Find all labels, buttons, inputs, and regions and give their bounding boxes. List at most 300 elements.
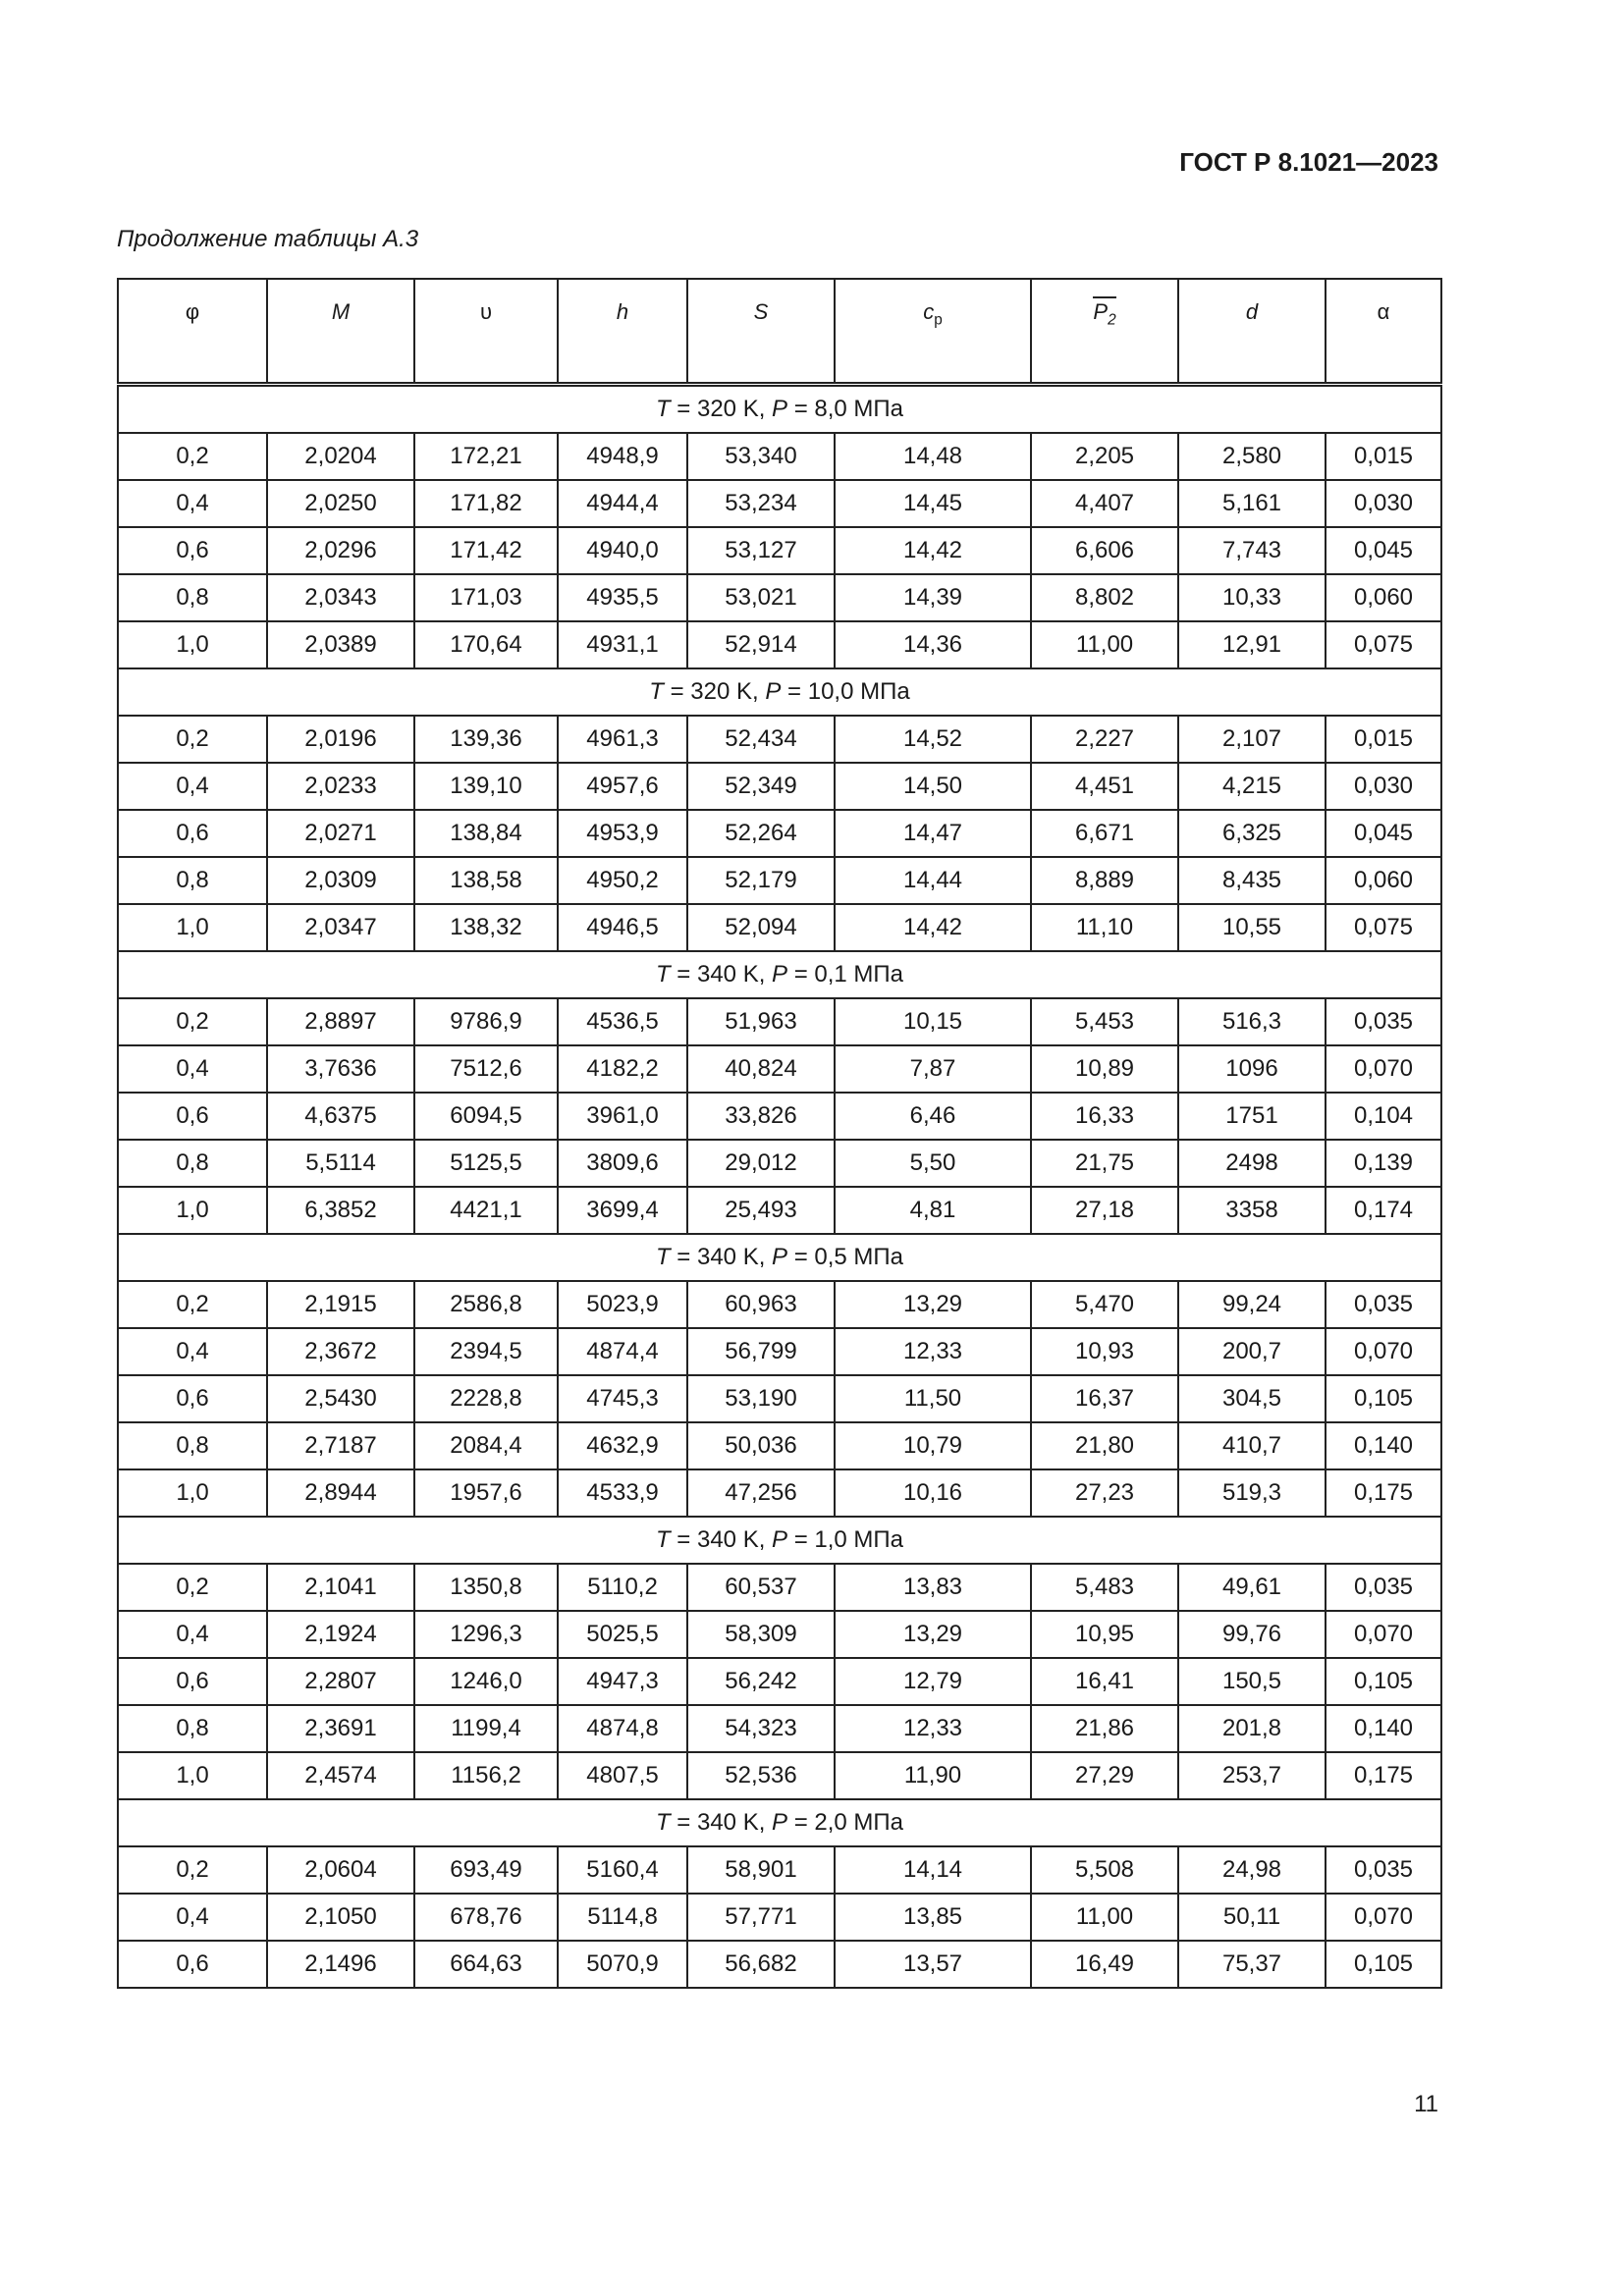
table-cell: 2,3672 bbox=[267, 1328, 414, 1375]
table-cell: 2228,8 bbox=[414, 1375, 558, 1422]
table-cell: 12,79 bbox=[835, 1658, 1031, 1705]
table-cell: 6,671 bbox=[1031, 810, 1178, 857]
table-cell: 10,79 bbox=[835, 1422, 1031, 1469]
table-cell: 10,93 bbox=[1031, 1328, 1178, 1375]
table-row bbox=[118, 716, 1441, 763]
table-cell: 2586,8 bbox=[414, 1281, 558, 1328]
table-cell: 53,190 bbox=[687, 1375, 835, 1422]
table-cell: 4536,5 bbox=[558, 998, 687, 1045]
table-row bbox=[118, 1658, 1441, 1705]
table-cell: 2,4574 bbox=[267, 1752, 414, 1799]
table-cell: 0,174 bbox=[1326, 1187, 1441, 1234]
table-cell: 5114,8 bbox=[558, 1894, 687, 1941]
table-cell: 0,4 bbox=[118, 1045, 267, 1093]
table-cell: 304,5 bbox=[1178, 1375, 1326, 1422]
table-cell: 11,90 bbox=[835, 1752, 1031, 1799]
table-row bbox=[118, 857, 1441, 904]
table-cell: 14,42 bbox=[835, 904, 1031, 951]
table-cell: 21,80 bbox=[1031, 1422, 1178, 1469]
table-cell: 4,81 bbox=[835, 1187, 1031, 1234]
col-d: d bbox=[1178, 279, 1326, 385]
table-cell: 14,52 bbox=[835, 716, 1031, 763]
table-cell: 99,24 bbox=[1178, 1281, 1326, 1328]
table-cell: 9786,9 bbox=[414, 998, 558, 1045]
table-cell: 4944,4 bbox=[558, 480, 687, 527]
table-cell: 53,234 bbox=[687, 480, 835, 527]
table-cell: 4,215 bbox=[1178, 763, 1326, 810]
table-cell: 5,161 bbox=[1178, 480, 1326, 527]
table-cell: 0,175 bbox=[1326, 1469, 1441, 1517]
table-cell: 0,2 bbox=[118, 998, 267, 1045]
table-cell: 13,29 bbox=[835, 1281, 1031, 1328]
table-cell: 0,2 bbox=[118, 1281, 267, 1328]
table-cell: 2,0233 bbox=[267, 763, 414, 810]
table-cell: 0,4 bbox=[118, 480, 267, 527]
table-cell: 53,340 bbox=[687, 433, 835, 480]
table-cell: 54,323 bbox=[687, 1705, 835, 1752]
table-cell: 4940,0 bbox=[558, 527, 687, 574]
table-cell: 0,075 bbox=[1326, 904, 1441, 951]
table-cell: 2,0296 bbox=[267, 527, 414, 574]
table-cell: 4182,2 bbox=[558, 1045, 687, 1093]
group-condition: T = 340 K, P = 0,5 МПа bbox=[118, 1234, 1441, 1281]
table-cell: 10,15 bbox=[835, 998, 1031, 1045]
table-cell: 1957,6 bbox=[414, 1469, 558, 1517]
table-cell: 2,2807 bbox=[267, 1658, 414, 1705]
table-cell: 2,1050 bbox=[267, 1894, 414, 1941]
table-cell: 13,29 bbox=[835, 1611, 1031, 1658]
group-condition: T = 340 K, P = 2,0 МПа bbox=[118, 1799, 1441, 1846]
table-cell: 25,493 bbox=[687, 1187, 835, 1234]
table-row bbox=[118, 1187, 1441, 1234]
table-cell: 2,1924 bbox=[267, 1611, 414, 1658]
table-cell: 58,309 bbox=[687, 1611, 835, 1658]
table-cell: 0,105 bbox=[1326, 1941, 1441, 1988]
table-cell: 1,0 bbox=[118, 1752, 267, 1799]
col-cp: $c_p$ bbox=[835, 279, 1031, 385]
table-cell: 0,8 bbox=[118, 574, 267, 621]
table-cell: 2,0271 bbox=[267, 810, 414, 857]
col-alpha: α bbox=[1326, 279, 1441, 385]
header-row bbox=[118, 279, 1441, 385]
table-cell: 0,2 bbox=[118, 1564, 267, 1611]
table-cell: 2084,4 bbox=[414, 1422, 558, 1469]
table-cell: 1,0 bbox=[118, 621, 267, 668]
table-cell: 52,094 bbox=[687, 904, 835, 951]
table-cell: 29,012 bbox=[687, 1140, 835, 1187]
table-cell: 5,508 bbox=[1031, 1846, 1178, 1894]
table-cell: 138,32 bbox=[414, 904, 558, 951]
table-cell: 0,030 bbox=[1326, 763, 1441, 810]
group-condition: T = 320 K, P = 8,0 МПа bbox=[118, 385, 1441, 434]
table-row bbox=[118, 1140, 1441, 1187]
table-row bbox=[118, 527, 1441, 574]
table-cell: 53,127 bbox=[687, 527, 835, 574]
table-cell: 693,49 bbox=[414, 1846, 558, 1894]
table-cell: 6,3852 bbox=[267, 1187, 414, 1234]
table-cell: 4745,3 bbox=[558, 1375, 687, 1422]
table-cell: 171,42 bbox=[414, 527, 558, 574]
table-cell: 4957,6 bbox=[558, 763, 687, 810]
table-cell: 75,37 bbox=[1178, 1941, 1326, 1988]
table-cell: 40,824 bbox=[687, 1045, 835, 1093]
table-cell: 52,264 bbox=[687, 810, 835, 857]
table-cell: 0,4 bbox=[118, 1328, 267, 1375]
table-row bbox=[118, 1281, 1441, 1328]
table-cell: 200,7 bbox=[1178, 1328, 1326, 1375]
table-cell: 8,889 bbox=[1031, 857, 1178, 904]
table-cell: 4,407 bbox=[1031, 480, 1178, 527]
table-cell: 11,50 bbox=[835, 1375, 1031, 1422]
table-cell: 8,435 bbox=[1178, 857, 1326, 904]
table-cell: 49,61 bbox=[1178, 1564, 1326, 1611]
table-cell: 6,606 bbox=[1031, 527, 1178, 574]
table-cell: 1751 bbox=[1178, 1093, 1326, 1140]
table-cell: 4961,3 bbox=[558, 716, 687, 763]
table-cell: 0,104 bbox=[1326, 1093, 1441, 1140]
table-cell: 1,0 bbox=[118, 1187, 267, 1234]
table-row bbox=[118, 1328, 1441, 1375]
table-row bbox=[118, 1705, 1441, 1752]
table-cell: 0,060 bbox=[1326, 574, 1441, 621]
table-cell: 0,045 bbox=[1326, 527, 1441, 574]
table-cell: 2,8897 bbox=[267, 998, 414, 1045]
table-cell: 21,75 bbox=[1031, 1140, 1178, 1187]
table-row bbox=[118, 574, 1441, 621]
table-cell: 4874,4 bbox=[558, 1328, 687, 1375]
group-header-row bbox=[118, 1799, 1441, 1846]
table-cell: 0,6 bbox=[118, 1093, 267, 1140]
table-cell: 2,1041 bbox=[267, 1564, 414, 1611]
group-condition: T = 340 K, P = 1,0 МПа bbox=[118, 1517, 1441, 1564]
table-cell: 678,76 bbox=[414, 1894, 558, 1941]
table-row bbox=[118, 621, 1441, 668]
table-cell: 139,10 bbox=[414, 763, 558, 810]
table-cell: 14,50 bbox=[835, 763, 1031, 810]
table-row bbox=[118, 1422, 1441, 1469]
table-cell: 0,070 bbox=[1326, 1328, 1441, 1375]
table-row bbox=[118, 1752, 1441, 1799]
group-header-row bbox=[118, 951, 1441, 998]
table-cell: 4948,9 bbox=[558, 433, 687, 480]
table-cell: 27,29 bbox=[1031, 1752, 1178, 1799]
table-cell: 7,743 bbox=[1178, 527, 1326, 574]
table-cell: 14,36 bbox=[835, 621, 1031, 668]
p2-symbol: $P_2$ bbox=[1093, 296, 1115, 324]
table-cell: 52,914 bbox=[687, 621, 835, 668]
table-cell: 4953,9 bbox=[558, 810, 687, 857]
table-cell: 50,11 bbox=[1178, 1894, 1326, 1941]
table-cell: 14,48 bbox=[835, 433, 1031, 480]
table-cell: 4,451 bbox=[1031, 763, 1178, 810]
table-cell: 0,2 bbox=[118, 716, 267, 763]
table-cell: 5,50 bbox=[835, 1140, 1031, 1187]
table-cell: 16,37 bbox=[1031, 1375, 1178, 1422]
table-row bbox=[118, 904, 1441, 951]
standard-header: ГОСТ Р 8.1021—2023 bbox=[1179, 147, 1438, 177]
table-cell: 56,682 bbox=[687, 1941, 835, 1988]
table-cell: 2,0204 bbox=[267, 433, 414, 480]
table-cell: 0,139 bbox=[1326, 1140, 1441, 1187]
table-cell: 27,18 bbox=[1031, 1187, 1178, 1234]
table-cell: 201,8 bbox=[1178, 1705, 1326, 1752]
group-condition: T = 320 K, P = 10,0 МПа bbox=[118, 668, 1441, 716]
table-cell: 4935,5 bbox=[558, 574, 687, 621]
table-cell: 0,075 bbox=[1326, 621, 1441, 668]
table-cell: 0,035 bbox=[1326, 1281, 1441, 1328]
table-cell: 2,0604 bbox=[267, 1846, 414, 1894]
table-cell: 0,6 bbox=[118, 1658, 267, 1705]
table-cell: 2,1496 bbox=[267, 1941, 414, 1988]
table-cell: 2,0343 bbox=[267, 574, 414, 621]
table-cell: 138,84 bbox=[414, 810, 558, 857]
table-cell: 50,036 bbox=[687, 1422, 835, 1469]
table-cell: 4807,5 bbox=[558, 1752, 687, 1799]
table-cell: 13,83 bbox=[835, 1564, 1031, 1611]
table-cell: 14,14 bbox=[835, 1846, 1031, 1894]
table-cell: 0,6 bbox=[118, 1375, 267, 1422]
table-cell: 13,85 bbox=[835, 1894, 1031, 1941]
table-cell: 57,771 bbox=[687, 1894, 835, 1941]
table-row bbox=[118, 763, 1441, 810]
table-cell: 60,537 bbox=[687, 1564, 835, 1611]
table-body bbox=[118, 385, 1441, 1989]
table-cell: 14,47 bbox=[835, 810, 1031, 857]
table-cell: 99,76 bbox=[1178, 1611, 1326, 1658]
table-cell: 2,1915 bbox=[267, 1281, 414, 1328]
table-cell: 12,91 bbox=[1178, 621, 1326, 668]
table-row bbox=[118, 433, 1441, 480]
table-cell: 47,256 bbox=[687, 1469, 835, 1517]
table-cell: 52,434 bbox=[687, 716, 835, 763]
table-cell: 4421,1 bbox=[414, 1187, 558, 1234]
table-row bbox=[118, 1846, 1441, 1894]
table-cell: 0,105 bbox=[1326, 1375, 1441, 1422]
group-condition: T = 340 K, P = 0,1 МПа bbox=[118, 951, 1441, 998]
table-cell: 8,802 bbox=[1031, 574, 1178, 621]
table-cell: 0,070 bbox=[1326, 1611, 1441, 1658]
table-cell: 0,030 bbox=[1326, 480, 1441, 527]
table-cell: 3358 bbox=[1178, 1187, 1326, 1234]
table-cell: 14,44 bbox=[835, 857, 1031, 904]
table-cell: 0,2 bbox=[118, 1846, 267, 1894]
table-cell: 0,035 bbox=[1326, 1846, 1441, 1894]
table-cell: 2,5430 bbox=[267, 1375, 414, 1422]
table-cell: 5,5114 bbox=[267, 1140, 414, 1187]
table-cell: 0,6 bbox=[118, 1941, 267, 1988]
table-cell: 0,4 bbox=[118, 763, 267, 810]
table-cell: 2,0309 bbox=[267, 857, 414, 904]
table-cell: 3961,0 bbox=[558, 1093, 687, 1140]
table-cell: 0,4 bbox=[118, 1611, 267, 1658]
table-cell: 172,21 bbox=[414, 433, 558, 480]
table-cell: 21,86 bbox=[1031, 1705, 1178, 1752]
col-S: S bbox=[687, 279, 835, 385]
table-cell: 5110,2 bbox=[558, 1564, 687, 1611]
group-header-row bbox=[118, 668, 1441, 716]
table-cell: 5,453 bbox=[1031, 998, 1178, 1045]
table-cell: 664,63 bbox=[414, 1941, 558, 1988]
table-cell: 170,64 bbox=[414, 621, 558, 668]
table-cell: 16,41 bbox=[1031, 1658, 1178, 1705]
table-cell: 4931,1 bbox=[558, 621, 687, 668]
table-row bbox=[118, 1045, 1441, 1093]
table-cell: 2,580 bbox=[1178, 433, 1326, 480]
table-cell: 0,015 bbox=[1326, 716, 1441, 763]
table-cell: 0,015 bbox=[1326, 433, 1441, 480]
table-cell: 2394,5 bbox=[414, 1328, 558, 1375]
table-cell: 0,035 bbox=[1326, 1564, 1441, 1611]
table-cell: 0,6 bbox=[118, 810, 267, 857]
table-cell: 52,536 bbox=[687, 1752, 835, 1799]
table-cell: 139,36 bbox=[414, 716, 558, 763]
col-P2 bbox=[1031, 279, 1178, 385]
table-cell: 0,175 bbox=[1326, 1752, 1441, 1799]
table-cell: 2498 bbox=[1178, 1140, 1326, 1187]
table-cell: 6094,5 bbox=[414, 1093, 558, 1140]
table-cell: 14,42 bbox=[835, 527, 1031, 574]
table-row bbox=[118, 1093, 1441, 1140]
table-cell: 3,7636 bbox=[267, 1045, 414, 1093]
table-cell: 5160,4 bbox=[558, 1846, 687, 1894]
col-h: h bbox=[558, 279, 687, 385]
table-cell: 6,325 bbox=[1178, 810, 1326, 857]
table-row bbox=[118, 1611, 1441, 1658]
table-cell: 2,0196 bbox=[267, 716, 414, 763]
table-cell: 13,57 bbox=[835, 1941, 1031, 1988]
table-cell: 56,242 bbox=[687, 1658, 835, 1705]
table-cell: 0,6 bbox=[118, 527, 267, 574]
table-cell: 4874,8 bbox=[558, 1705, 687, 1752]
table-cell: 7,87 bbox=[835, 1045, 1031, 1093]
group-header-row bbox=[118, 1234, 1441, 1281]
table-cell: 4,6375 bbox=[267, 1093, 414, 1140]
table-row bbox=[118, 480, 1441, 527]
group-header-row bbox=[118, 385, 1441, 434]
table-cell: 253,7 bbox=[1178, 1752, 1326, 1799]
group-header-row bbox=[118, 1517, 1441, 1564]
table-row bbox=[118, 1375, 1441, 1422]
table-cell: 410,7 bbox=[1178, 1422, 1326, 1469]
table-cell: 33,826 bbox=[687, 1093, 835, 1140]
table-cell: 10,16 bbox=[835, 1469, 1031, 1517]
table-cell: 4632,9 bbox=[558, 1422, 687, 1469]
table-cell: 2,8944 bbox=[267, 1469, 414, 1517]
table-caption: Продолжение таблицы А.3 bbox=[117, 226, 419, 252]
table-cell: 1199,4 bbox=[414, 1705, 558, 1752]
table-cell: 519,3 bbox=[1178, 1469, 1326, 1517]
table-cell: 10,33 bbox=[1178, 574, 1326, 621]
table-cell: 3699,4 bbox=[558, 1187, 687, 1234]
table-cell: 1,0 bbox=[118, 904, 267, 951]
table-cell: 0,140 bbox=[1326, 1422, 1441, 1469]
table-cell: 171,82 bbox=[414, 480, 558, 527]
table-cell: 27,23 bbox=[1031, 1469, 1178, 1517]
table-cell: 24,98 bbox=[1178, 1846, 1326, 1894]
table-cell: 10,95 bbox=[1031, 1611, 1178, 1658]
table-cell: 0,035 bbox=[1326, 998, 1441, 1045]
table-cell: 138,58 bbox=[414, 857, 558, 904]
table-cell: 2,3691 bbox=[267, 1705, 414, 1752]
table-cell: 0,070 bbox=[1326, 1045, 1441, 1093]
table-cell: 1096 bbox=[1178, 1045, 1326, 1093]
page-number: 11 bbox=[1414, 2091, 1438, 2117]
table-cell: 0,070 bbox=[1326, 1894, 1441, 1941]
table-cell: 5,483 bbox=[1031, 1564, 1178, 1611]
table-row bbox=[118, 810, 1441, 857]
table-cell: 0,8 bbox=[118, 1705, 267, 1752]
table-row bbox=[118, 1564, 1441, 1611]
table-cell: 1296,3 bbox=[414, 1611, 558, 1658]
table-cell: 0,045 bbox=[1326, 810, 1441, 857]
table-row bbox=[118, 1941, 1441, 1988]
table-cell: 4950,2 bbox=[558, 857, 687, 904]
table-cell: 56,799 bbox=[687, 1328, 835, 1375]
table-cell: 14,39 bbox=[835, 574, 1031, 621]
table-cell: 0,105 bbox=[1326, 1658, 1441, 1705]
table-cell: 2,7187 bbox=[267, 1422, 414, 1469]
table-cell: 1246,0 bbox=[414, 1658, 558, 1705]
table-cell: 12,33 bbox=[835, 1705, 1031, 1752]
table-cell: 51,963 bbox=[687, 998, 835, 1045]
table-row bbox=[118, 998, 1441, 1045]
col-v: υ bbox=[414, 279, 558, 385]
table-cell: 4533,9 bbox=[558, 1469, 687, 1517]
table-cell: 5025,5 bbox=[558, 1611, 687, 1658]
table-cell: 16,33 bbox=[1031, 1093, 1178, 1140]
table-cell: 2,0347 bbox=[267, 904, 414, 951]
table-cell: 4947,3 bbox=[558, 1658, 687, 1705]
table-cell: 1,0 bbox=[118, 1469, 267, 1517]
table-cell: 58,901 bbox=[687, 1846, 835, 1894]
table-cell: 5125,5 bbox=[414, 1140, 558, 1187]
table-cell: 3809,6 bbox=[558, 1140, 687, 1187]
table-cell: 150,5 bbox=[1178, 1658, 1326, 1705]
table-cell: 12,33 bbox=[835, 1328, 1031, 1375]
table-cell: 0,8 bbox=[118, 857, 267, 904]
table-cell: 516,3 bbox=[1178, 998, 1326, 1045]
table-cell: 0,2 bbox=[118, 433, 267, 480]
table-cell: 11,00 bbox=[1031, 1894, 1178, 1941]
table-cell: 11,00 bbox=[1031, 621, 1178, 668]
table-cell: 6,46 bbox=[835, 1093, 1031, 1140]
table-cell: 4946,5 bbox=[558, 904, 687, 951]
table-cell: 0,140 bbox=[1326, 1705, 1441, 1752]
table-cell: 11,10 bbox=[1031, 904, 1178, 951]
data-table bbox=[117, 278, 1442, 1989]
table-cell: 2,0250 bbox=[267, 480, 414, 527]
table-cell: 2,205 bbox=[1031, 433, 1178, 480]
table-cell: 10,55 bbox=[1178, 904, 1326, 951]
table-row bbox=[118, 1894, 1441, 1941]
table-cell: 0,060 bbox=[1326, 857, 1441, 904]
table-cell: 7512,6 bbox=[414, 1045, 558, 1093]
table-cell: 0,8 bbox=[118, 1140, 267, 1187]
table-cell: 2,0389 bbox=[267, 621, 414, 668]
table-cell: 52,349 bbox=[687, 763, 835, 810]
col-M: M bbox=[267, 279, 414, 385]
table-cell: 1350,8 bbox=[414, 1564, 558, 1611]
table-cell: 5070,9 bbox=[558, 1941, 687, 1988]
col-phi: φ bbox=[118, 279, 267, 385]
table-cell: 0,4 bbox=[118, 1894, 267, 1941]
table-cell: 52,179 bbox=[687, 857, 835, 904]
table-cell: 171,03 bbox=[414, 574, 558, 621]
table-cell: 5023,9 bbox=[558, 1281, 687, 1328]
table-cell: 2,107 bbox=[1178, 716, 1326, 763]
table-cell: 10,89 bbox=[1031, 1045, 1178, 1093]
table-cell: 0,8 bbox=[118, 1422, 267, 1469]
